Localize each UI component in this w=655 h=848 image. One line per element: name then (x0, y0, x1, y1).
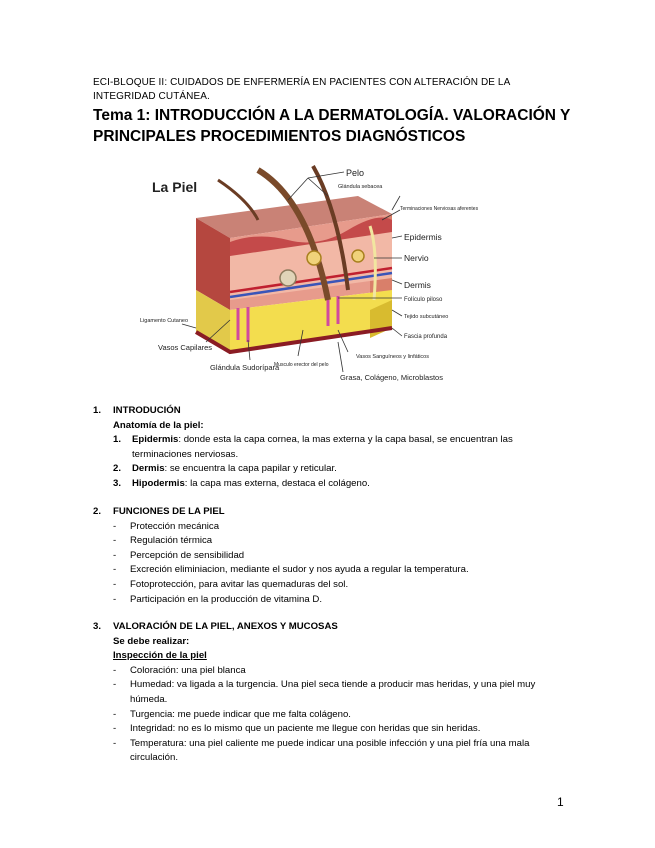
document-header: ECI-BLOQUE II: CUIDADOS DE ENFERMERÍA EN PACIENTES CON ALTERACIÓN DE LA INTEGRIDAD CUTÁNEA. (93, 77, 510, 102)
label-ligamento: Ligamento Cutaneo (140, 318, 189, 324)
list-item: - Fotoprotección, para avitar las quemaduras del sol. (113, 578, 349, 590)
section-heading: 2. FUNCIONES DE LA PIEL (93, 506, 225, 517)
label-dermis: Dermis (404, 280, 431, 290)
list-item: - Coloración: una piel blanca (113, 664, 246, 676)
label-fascia: Fascia profunda (404, 334, 448, 340)
section-funciones (93, 505, 573, 607)
section-subheading: Se debe realizar: (113, 635, 190, 647)
label-glandula-sudoripara: Glándula Sudorípara (210, 363, 280, 372)
label-musculo: Musculo erector del pelo (274, 362, 329, 368)
list-item: - Protección mecánica (113, 520, 220, 532)
label-nervio: Nervio (404, 253, 429, 263)
list-item: - Regulación térmica (113, 535, 213, 547)
list-item: 3. Hipodermis: la capa mas externa, destaca el colágeno. (113, 477, 370, 489)
label-epidermis: Epidermis (404, 232, 442, 242)
label-glandula-sebacea: Glándula sebacea (338, 184, 383, 190)
label-vasos-sanguineos: Vasos Sanguíneos y linfáticos (356, 354, 429, 360)
section-heading: 3. VALORACIÓN DE LA PIEL, ANEXOS Y MUCOSAS (93, 621, 338, 632)
section-heading: 1. INTRODUCIÓN (93, 405, 181, 416)
list-item: - Percepción de sensibilidad (113, 549, 245, 561)
numbered-list (113, 433, 573, 491)
list-item: - Temperatura: una piel caliente me puede indicar una posible infección y una piel fría una mala circulación. (113, 737, 530, 764)
list-item: - Participación en la producción de vitamina D. (113, 593, 322, 605)
label-vasos-capilares: Vasos Capilares (158, 343, 213, 352)
label-pelo: Pelo (346, 168, 365, 178)
label-terminaciones: Terminaciones Nerviosas aferentes (400, 206, 479, 212)
section-valoracion (93, 620, 573, 766)
list-item: - Humedad: va ligada a la turgencia. Una piel seca tiende a producir mas heridas, y una piel muy húmeda. (113, 679, 536, 705)
bullet-list (113, 520, 573, 608)
list-item: 2. Dermis: se encuentra la capa papilar y reticular. (113, 463, 337, 475)
bullet-list (113, 664, 573, 766)
list-item: 1. Epidermis: donde esta la capa cornea, la mas externa y la capa basal, se encuentran las terminaciones nerviosas. (113, 434, 513, 460)
figure-title: La Piel (152, 179, 198, 195)
section-subheading-underlined: Inspección de la piel (113, 650, 207, 662)
page-number: 1 (557, 795, 564, 809)
list-item: - Excreción eliminiacion, mediante el sudor y nos ayuda a regular la temperatura. (113, 564, 469, 576)
list-item: - Turgencia: me puede indicar que me falta colágeno. (113, 708, 351, 720)
label-tejido: Tejido subcutáneo (404, 314, 449, 320)
list-item: - Integridad: no es lo mismo que un paciente me llegue con heridas que sin heridas. (113, 723, 481, 735)
label-foliculo: Folículo piloso (404, 297, 443, 303)
section-introduccion (93, 404, 573, 492)
page-title: Tema 1: INTRODUCCIÓN A LA DERMATOLOGÍA. VALORACIÓN Y PRINCIPALES PROCEDIMIENTOS DIAGNÓSTICOS (93, 107, 571, 145)
label-grasa: Grasa, Colágeno, Microblastos (340, 373, 443, 382)
section-subheading: Anatomía de la piel: (113, 419, 204, 431)
skin-anatomy-figure (138, 160, 498, 388)
